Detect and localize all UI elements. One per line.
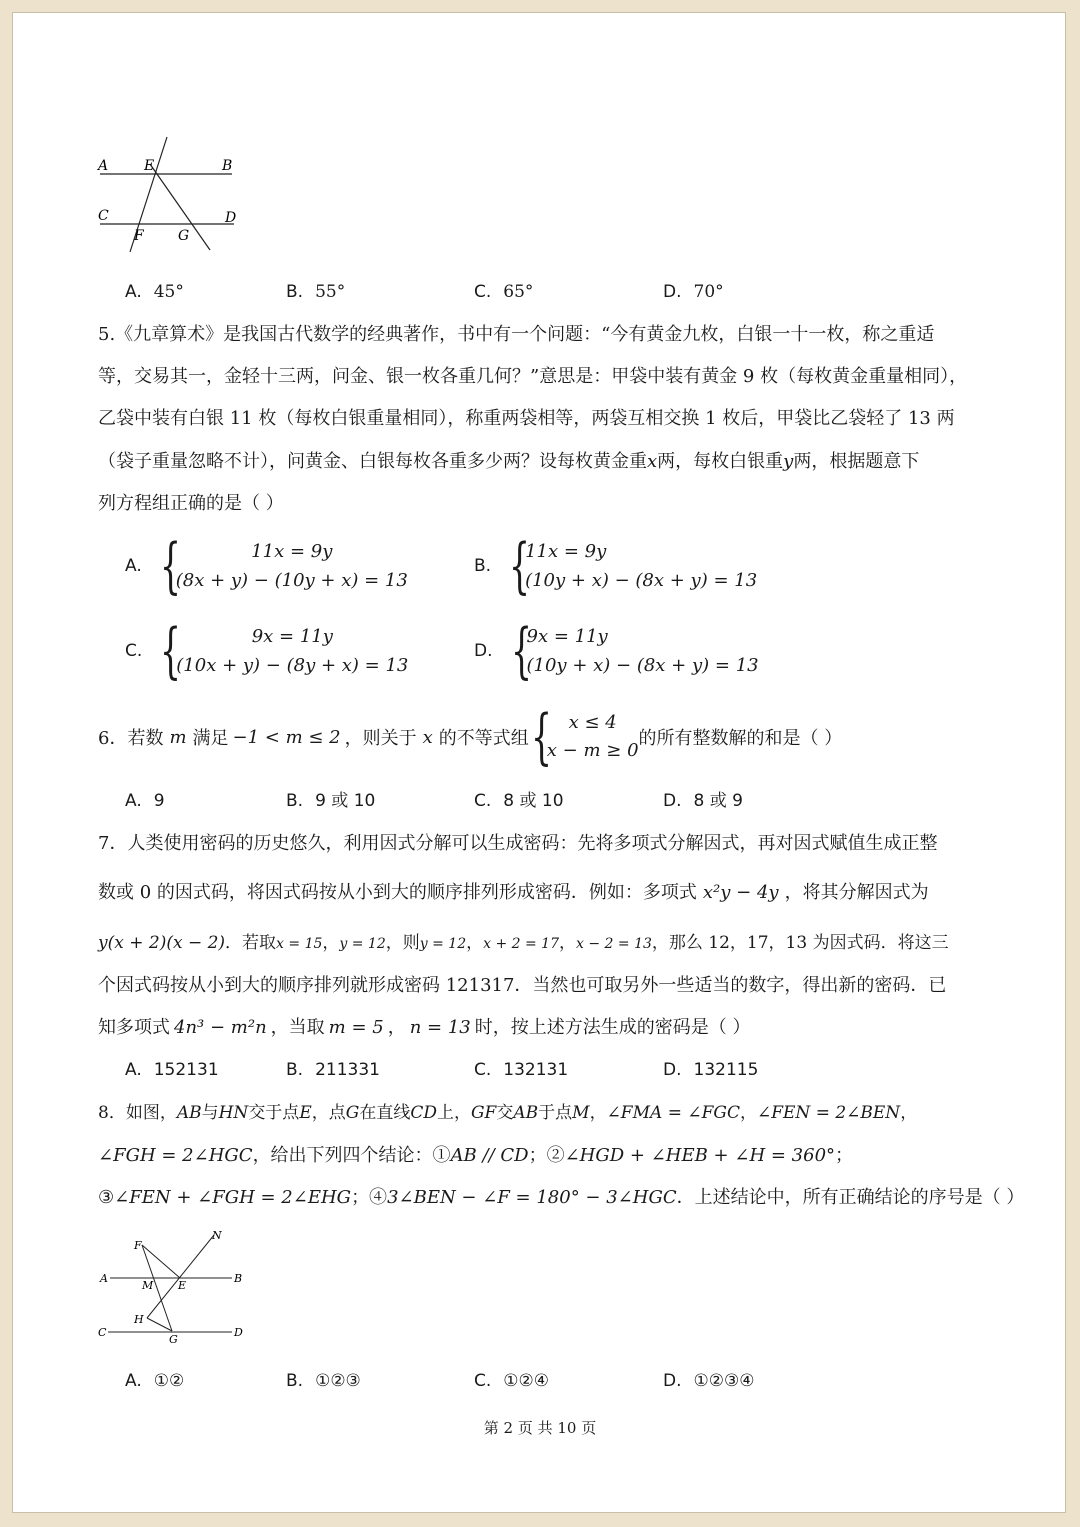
q8-text: 在直线: [359, 1103, 411, 1123]
option-value: 9: [153, 791, 165, 811]
option-label: D.: [663, 1060, 682, 1080]
q7-line-5: 知多项式 4n³ − m²n ，当取 m = 5 ， n = 13 时，按上述方法生成的密码是（ ）: [98, 1017, 751, 1038]
q5-a-row-2: (8x + y) − (10y + x) = 13: [175, 570, 408, 591]
option-label: D.: [663, 282, 682, 302]
q7-line-2-text-b: ，将其分解因式为: [784, 882, 929, 903]
q8-math: CD: [410, 1103, 437, 1123]
option-value: 132115: [693, 1060, 759, 1080]
q6-option-b[interactable]: [286, 789, 375, 813]
fig4-label-f: F: [134, 228, 144, 244]
option-label: B.: [286, 1371, 304, 1391]
option-value: ①②④: [503, 1371, 550, 1391]
q8-math: 3∠BEN − ∠F = 180° − 3∠HGC: [387, 1187, 677, 1208]
option-label: B.: [286, 1060, 304, 1080]
brace: {: [159, 531, 181, 601]
q6-mid-3: 的不等式组: [438, 728, 529, 749]
q7-option-d[interactable]: [663, 1058, 758, 1082]
q8-math: AB: [513, 1103, 539, 1123]
q7-value-x: x = 15: [276, 936, 323, 952]
option-label: A.: [125, 791, 142, 811]
q8-math: HN: [218, 1103, 249, 1123]
q8-text: ；②: [528, 1145, 565, 1166]
fig8-label-e: E: [178, 1279, 187, 1292]
fig4-label-e: E: [144, 158, 155, 174]
brace: {: [509, 531, 531, 601]
q8-math: ∠HGD + ∠HEB + ∠H = 360°: [564, 1145, 836, 1166]
option-label: C.: [474, 1371, 492, 1391]
q8-text: ．上述结论中，所有正确结论的序号是（ ）: [676, 1187, 1025, 1208]
q7-line-5-text-b: ，当取: [270, 1017, 325, 1038]
q7-line-3-text-a: ．若取: [225, 933, 277, 953]
q8-text: ，给出下列四个结论：①: [252, 1145, 451, 1166]
q7-line-2-text-a: 数或 0 的因式码，将因式码按从小到大的顺序排列形成密码．例如：多项式: [98, 882, 697, 903]
q8-text: 交于点: [248, 1103, 300, 1123]
q5-line-1: 5.《九章算术》是我国古代数学的经典著作，书中有一个问题：“今有黄金九枚，白银一十一枚，称之重适: [98, 324, 935, 345]
q5-line-4-text-b: 两，每枚白银重: [657, 451, 784, 472]
option-label: B.: [286, 282, 304, 302]
q8-text: 交: [496, 1103, 514, 1123]
q6-prefix: 6．若数: [98, 728, 164, 749]
q8-option-a[interactable]: [125, 1369, 184, 1393]
fig8-label-m: M: [142, 1279, 154, 1292]
q7-factor-x-minus-2: x − 2 = 13: [576, 936, 652, 952]
q8-text: ，点: [311, 1103, 346, 1123]
q7-line-4: 个因式码按从小到大的顺序排列就形成密码 121317．当然也可取另外一些适当的数字，得出新的密码．已: [98, 975, 947, 996]
q8-option-b[interactable]: [286, 1369, 361, 1393]
q5-option-d[interactable]: [474, 616, 759, 686]
q8-line-3: [98, 1185, 1024, 1211]
q5-line-4-text-c: 两，根据题意下: [793, 451, 920, 472]
q7-polynomial-2: 4n³ − m²n: [174, 1017, 267, 1038]
option-value: 45°: [153, 282, 184, 302]
q8-option-d[interactable]: [663, 1369, 754, 1393]
q5-line-5: 列方程组正确的是（ ）: [98, 493, 284, 514]
option-label: A.: [125, 556, 142, 576]
option-value: 65°: [503, 282, 534, 302]
fig4-label-b: B: [222, 158, 233, 174]
q5-option-b[interactable]: [474, 531, 758, 601]
q7-option-c[interactable]: [474, 1058, 568, 1082]
option-label: D.: [474, 641, 493, 661]
q8-math: AB // CD: [450, 1145, 529, 1166]
option-label: B.: [474, 556, 492, 576]
fig4-label-d: D: [225, 210, 237, 226]
fig8-label-g: G: [169, 1333, 178, 1346]
q5-option-a[interactable]: [125, 531, 408, 601]
option-label: C.: [474, 1060, 492, 1080]
q6-mid-1: 满足: [192, 728, 229, 749]
q8-math: E: [299, 1103, 312, 1123]
q8-text: ③: [98, 1187, 115, 1208]
fig8-label-d: D: [234, 1326, 243, 1339]
option-value: 211331: [315, 1060, 380, 1080]
option-label: C.: [474, 282, 492, 302]
option-value: 55°: [315, 282, 346, 302]
q7-polynomial-1: x²y − 4y: [702, 882, 779, 903]
q8-text: 于点: [538, 1103, 573, 1123]
q5-b-row-1: 11x = 9y: [525, 541, 607, 562]
q8-math: ∠FGH = 2∠HGC: [98, 1145, 253, 1166]
option-value: 152131: [153, 1060, 219, 1080]
q4-option-c[interactable]: [474, 280, 533, 304]
option-value: ①②③: [315, 1371, 361, 1391]
q7-line-5-text-a: 知多项式: [98, 1017, 170, 1038]
option-value: 70°: [693, 282, 724, 302]
q7-factored: y(x + 2)(x − 2): [98, 933, 226, 953]
brace: {: [160, 616, 182, 686]
q5-line-4: [98, 449, 919, 475]
fig8-label-c: C: [98, 1326, 107, 1339]
q5-a-row-1: 11x = 9y: [251, 541, 333, 562]
option-label: A.: [125, 1060, 142, 1080]
q5-var-y: y: [783, 451, 794, 472]
q8-math: ∠FEN = 2∠BEN: [756, 1103, 901, 1123]
page-footer: 第 2 页 共 10 页: [483, 1419, 597, 1437]
q8-line-1: [98, 1100, 917, 1126]
q5-c-row-1: 9x = 11y: [251, 626, 333, 647]
q6-option-d[interactable]: [663, 789, 743, 813]
q8-text: 8．如图，: [98, 1103, 177, 1123]
option-value: ①②③④: [693, 1371, 755, 1391]
q6-condition: −1 < m ≤ 2: [232, 726, 341, 748]
q6-var-m: m: [169, 726, 187, 748]
fig8-label-f: F: [134, 1239, 142, 1252]
q8-text: ；④: [351, 1187, 388, 1208]
fig8-label-a: A: [100, 1272, 108, 1285]
q8-math: GF: [470, 1103, 497, 1123]
q7-value-y: y = 12: [339, 936, 386, 952]
q8-math: ∠FMA = ∠FGC: [606, 1103, 740, 1123]
fig8-label-h: H: [134, 1313, 144, 1326]
q5-var-x: x: [647, 451, 658, 472]
fig4-label-a: A: [98, 158, 109, 174]
q7-line-3-text-c: ，那么 12，17，13 为因式码．将这三: [651, 933, 949, 953]
q8-line-2: [98, 1143, 853, 1169]
q7-option-b[interactable]: [286, 1058, 380, 1082]
option-value: ①②: [153, 1371, 185, 1391]
q7-line-2: [98, 880, 929, 906]
q5-line-3: 乙袋中装有白银 11 枚（每枚白银重量相同），称重两袋相等，两袋互相交换 1 枚后，甲袋比乙袋轻了 13 两: [98, 408, 955, 429]
option-label: C.: [125, 641, 143, 661]
option-label: D.: [663, 791, 682, 811]
option-value: 9 或 10: [315, 791, 376, 811]
q5-c-row-2: (10x + y) − (8y + x) = 13: [176, 655, 409, 676]
option-label: A.: [125, 282, 142, 302]
q6-suffix: 的所有整数解的和是（ ）: [638, 728, 843, 749]
q8-math: M: [572, 1103, 590, 1123]
option-value: 8 或 10: [503, 791, 564, 811]
q6-question: [98, 702, 843, 772]
q8-option-c[interactable]: [474, 1369, 549, 1393]
brace: {: [530, 702, 552, 772]
option-value: 8 或 9: [693, 791, 743, 811]
q6-row-2: x − m ≥ 0: [546, 740, 639, 761]
q5-b-row-2: (10y + x) − (8x + y) = 13: [525, 570, 758, 591]
q7-line-3: y(x + 2)(x − 2)．若取x = 15，y = 12，则y = 12，x + 2 = 17，x − 2 = 13，那么 12，17，13 为因式码．将这三: [98, 933, 949, 953]
q5-d-row-2: (10y + x) − (8x + y) = 13: [526, 655, 759, 676]
q7-factor-y: y = 12: [419, 936, 467, 952]
q7-factor-x-plus-2: x + 2 = 17: [483, 936, 559, 952]
q8-text: 上，: [436, 1103, 471, 1123]
q6-mid-2: ，则关于: [344, 728, 417, 749]
figure-q4-parallel-lines: [92, 132, 252, 257]
q8-math: AB: [176, 1103, 202, 1123]
q4-option-b[interactable]: [286, 280, 345, 304]
q5-line-2: 等，交易其一，金轻十三两，问金、银一枚各重几何？”意思是：甲袋中装有黄金 9 枚（每枚黄金重量相同），: [98, 366, 968, 387]
q5-d-row-1: 9x = 11y: [526, 626, 608, 647]
option-label: C.: [474, 791, 492, 811]
q6-option-c[interactable]: [474, 789, 564, 813]
q6-var-x: x: [422, 726, 433, 748]
fig4-label-c: C: [98, 208, 109, 224]
fig4-label-g: G: [178, 228, 190, 244]
q6-option-a[interactable]: [125, 789, 165, 813]
q6-row-1: x ≤ 4: [568, 712, 617, 733]
option-label: D.: [663, 1371, 682, 1391]
q8-text: ，: [589, 1103, 607, 1123]
q8-math: ∠FEN + ∠FGH = 2∠EHG: [114, 1187, 352, 1208]
brace: {: [510, 616, 532, 686]
q7-value-m: m = 5: [328, 1017, 384, 1038]
q8-text: ；: [835, 1145, 854, 1166]
fig8-label-b: B: [234, 1272, 243, 1285]
fig8-label-n: N: [212, 1229, 222, 1242]
figure-q8-geometry: [92, 1225, 252, 1350]
q4-option-d[interactable]: [663, 280, 724, 304]
q7-line-1: 7．人类使用密码的历史悠久，利用因式分解可以生成密码：先将多项式分解因式，再对因式赋值生成正整: [98, 833, 938, 854]
q8-text: 与: [201, 1103, 219, 1123]
q8-text: ，: [739, 1103, 757, 1123]
q7-value-n: n = 13: [409, 1017, 471, 1038]
option-label: B.: [286, 791, 304, 811]
q5-line-4-text-a: （袋子重量忽略不计），问黄金、白银每枚各重多少两？设每枚黄金重: [98, 451, 647, 472]
q8-math: G: [345, 1103, 360, 1123]
q7-line-3-text-b: ，则: [385, 933, 420, 953]
q5-option-c[interactable]: [125, 616, 409, 686]
q8-text: ，: [900, 1103, 918, 1123]
q7-line-5-text-c: 时，按上述方法生成的密码是（ ）: [474, 1017, 751, 1038]
q7-option-a[interactable]: [125, 1058, 219, 1082]
q4-option-a[interactable]: [125, 280, 184, 304]
option-label: A.: [125, 1371, 142, 1391]
option-value: 132131: [503, 1060, 569, 1080]
